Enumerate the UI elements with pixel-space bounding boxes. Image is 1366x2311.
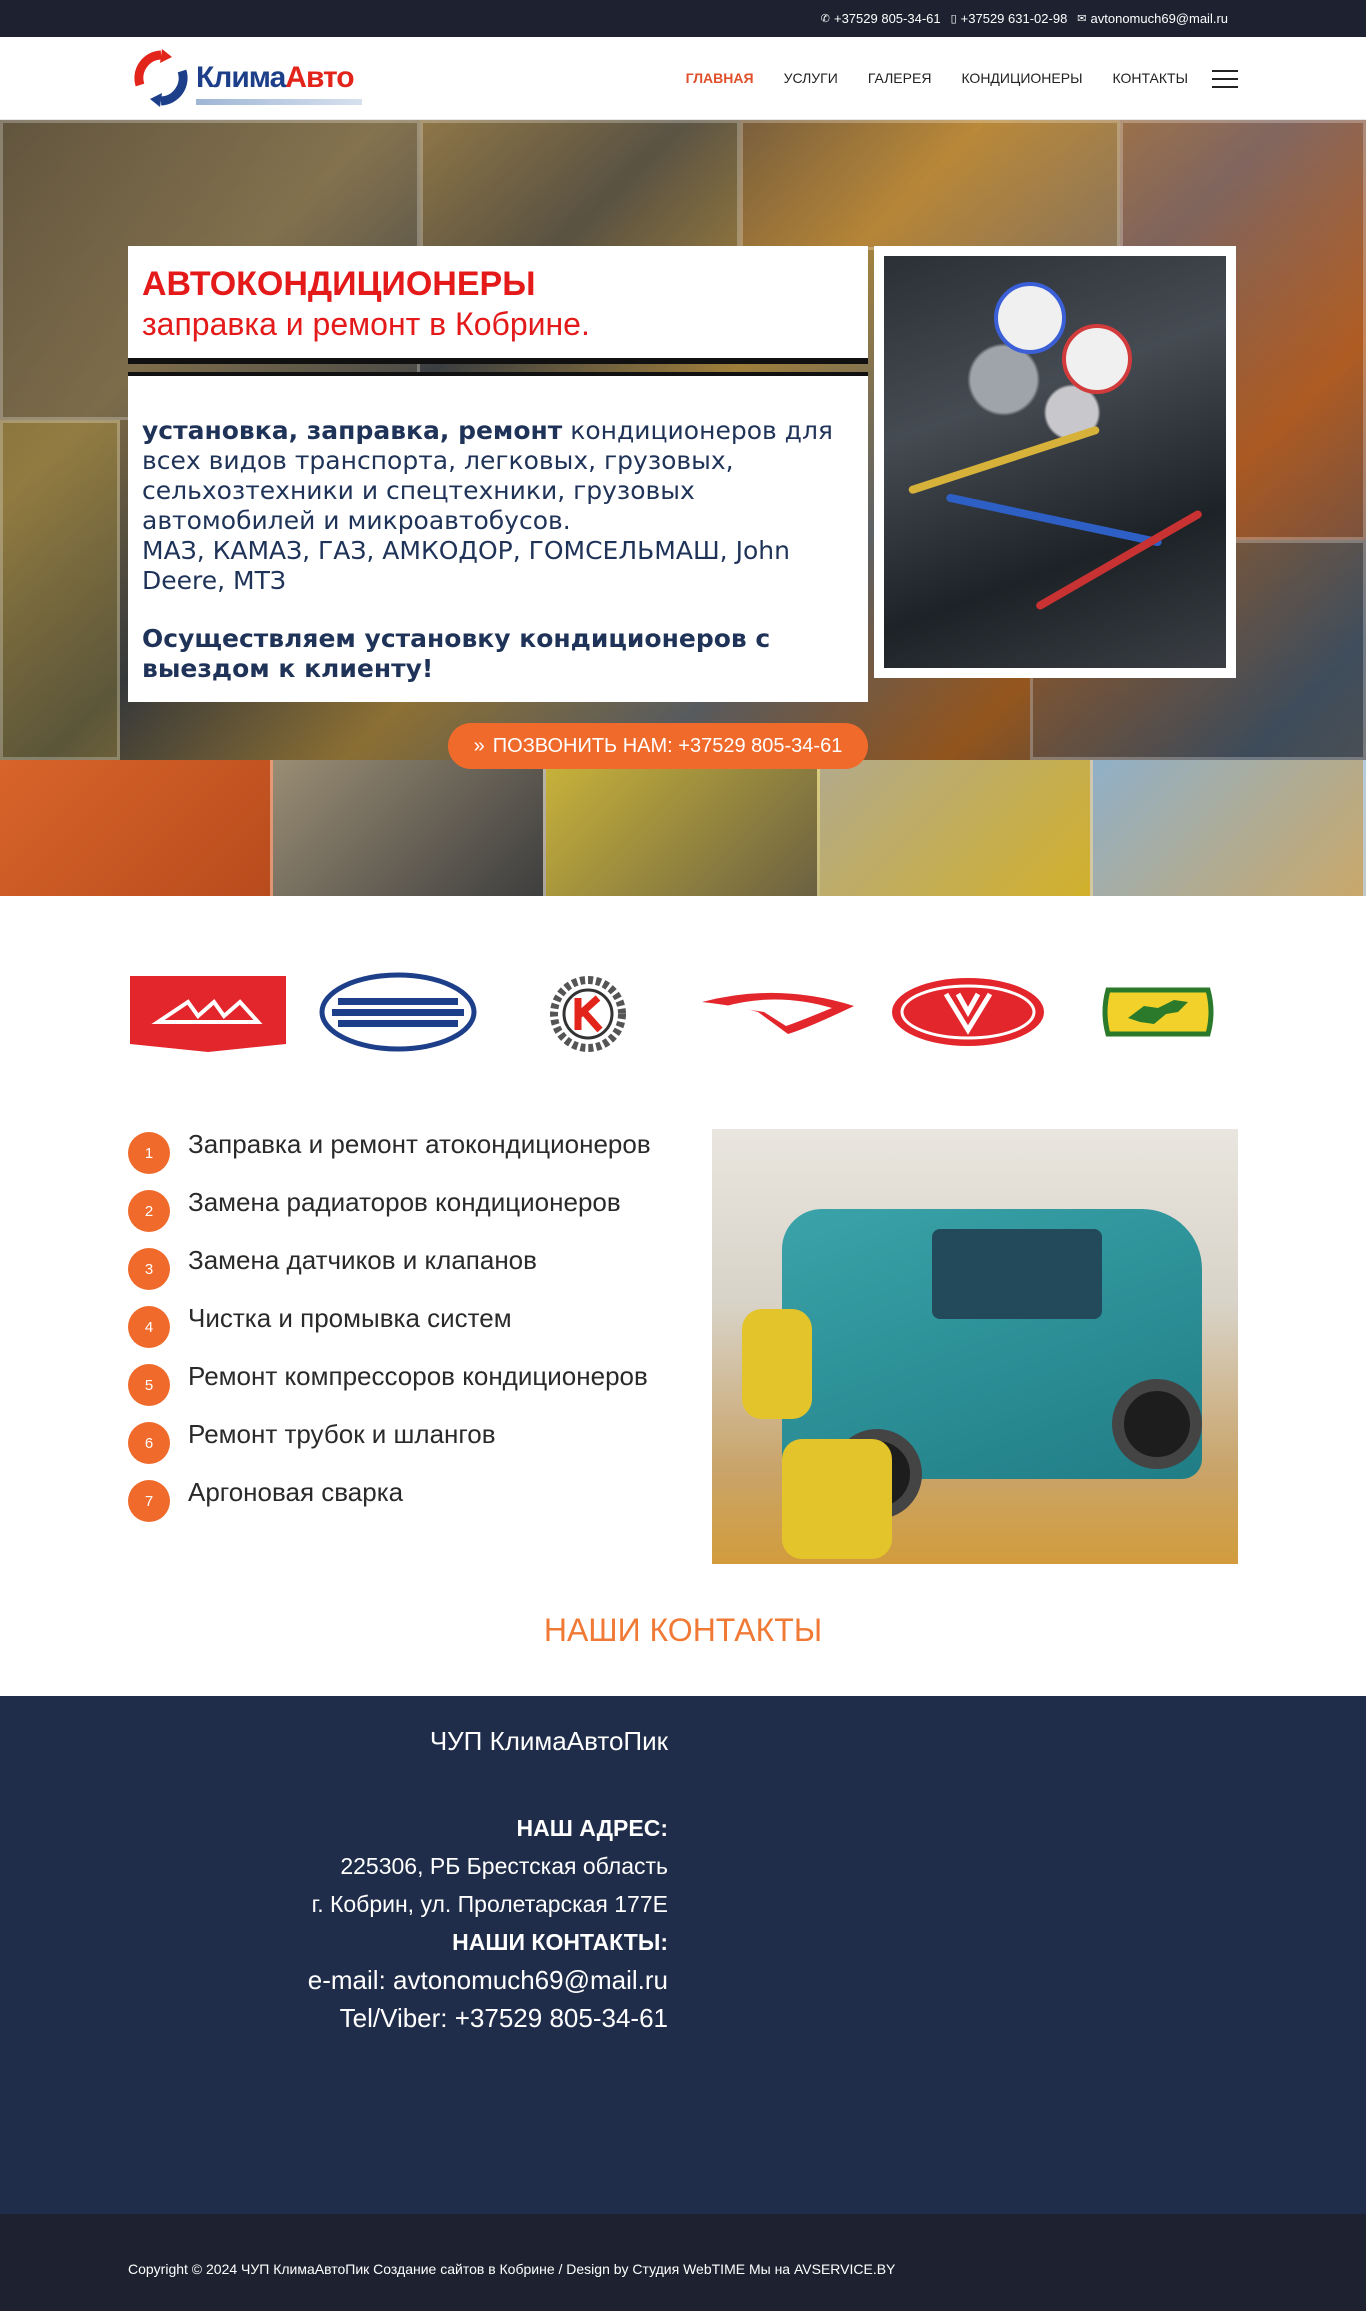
top-phone-2-text: +37529 631-02-98 [960,11,1068,26]
contact-email[interactable]: e-mail: avtonomuch69@mail.ru [307,1965,668,1995]
top-phone-2[interactable] [951,11,1068,26]
nav-gallery[interactable]: ГАЛЕРЕЯ [867,70,932,86]
hero-collage-tile [740,120,1120,250]
double-chevron-icon: » [473,734,485,757]
mobile-icon: ▯ [950,12,957,25]
hero-intro-bold: установка, заправка, ремонт [142,416,563,445]
menu-icon[interactable] [1212,70,1238,88]
hero-intro-rest: кондиционеров для всех видов транспорта, легковых, грузовых, сельхозтехники и спецтехники, грузовых автомобилей и микроавтобусов. [142,416,833,535]
van-wheel [1112,1379,1202,1469]
phone-icon: ✆ [820,12,830,25]
item-number: 7 [128,1480,170,1522]
top-phone-1[interactable] [821,11,941,26]
item-number: 3 [128,1248,170,1290]
list-item [128,1186,688,1232]
item-number: 4 [128,1306,170,1348]
item-label: Замена радиаторов кондиционеров [188,1187,621,1217]
gaz-logo [698,970,858,1054]
hero-text-box [128,372,868,702]
john-deere-logo [1078,970,1238,1054]
list-item [128,1302,688,1348]
maz-logo [128,970,288,1054]
site-header [0,37,1366,120]
hero-onsite-text: Осуществляем установку кондиционеров с выездом к клиенту! [142,624,771,683]
address-line-2: г. Кобрин, ул. Пролетарская 177Е [311,1891,668,1917]
hero-title: АВТОКОНДИЦИОНЕРЫ [142,265,536,303]
company-name: ЧУП КлимаАвтоПик [429,1726,668,1756]
main-nav [686,70,1188,86]
item-label: Ремонт трубок и шлангов [188,1419,496,1449]
nav-conditioners[interactable]: КОНДИЦИОНЕРЫ [961,70,1083,86]
van-window [932,1229,1102,1319]
worker-figure [782,1439,892,1559]
contacts-section [0,1696,1366,2214]
item-number: 2 [128,1190,170,1232]
top-contacts [821,11,1228,26]
hero-subtitle: заправка и ремонт в Кобрине. [142,306,590,342]
amkodor-logo [888,970,1048,1054]
site-footer [0,2214,1366,2311]
hero-title-box [128,246,868,364]
gomselmash-logo [318,970,478,1054]
top-phone-1-text: +37529 805-34-61 [833,11,941,26]
list-item [128,1244,688,1290]
top-email-text: avtonomuch69@mail.ru [1090,11,1228,26]
kamaz-logo [508,970,668,1054]
workshop-van-photo [712,1129,1238,1564]
hero-brands-line: МАЗ, КАМАЗ, ГАЗ, АМКОДОР, ГОМСЕЛЬМАШ, John Deere, МТЗ [142,536,790,595]
nav-services[interactable]: УСЛУГИ [783,70,838,86]
brand-logos [128,970,1238,1054]
hero-intro [142,416,854,536]
item-label: Замена датчиков и клапанов [188,1245,537,1275]
item-number: 5 [128,1364,170,1406]
list-item [128,1128,688,1174]
top-bar [0,0,1366,37]
list-item [128,1360,688,1406]
worker-figure [742,1309,812,1419]
site-logo[interactable] [132,49,362,107]
item-label: Ремонт компрессоров кондиционеров [188,1361,648,1391]
logo-arrows-icon [132,49,190,107]
services-list [128,1128,688,1534]
red-gauge-icon [1062,324,1132,394]
call-us-button[interactable] [448,723,868,769]
hero-collage-tile [0,420,120,760]
item-number: 6 [128,1422,170,1464]
list-item [128,1476,688,1522]
item-number: 1 [128,1132,170,1174]
top-email[interactable] [1077,11,1228,26]
item-label: Заправка и ремонт атокондиционеров [188,1129,651,1159]
item-label: Чистка и промывка систем [188,1303,512,1333]
contact-phone[interactable]: Tel/Viber: +37529 805-34-61 [339,2003,668,2033]
list-item [128,1418,688,1464]
address-heading: НАШ АДРЕС: [516,1815,668,1841]
nav-home[interactable]: ГЛАВНАЯ [685,70,754,86]
logo-wordmark: КлимаАвто [196,61,354,94]
blue-gauge-icon [994,282,1066,354]
item-label: Аргоновая сварка [188,1477,404,1507]
address-line-1: 225306, РБ Брестская область [340,1853,668,1879]
contacts-subheading: НАШИ КОНТАКТЫ: [452,1929,668,1955]
copyright-text: Copyright © 2024 ЧУП КлимаАвтоПик Создание сайтов в Кобрине / Design by Студия WebTIME Мы на AVSERVICE.BY [128,2261,896,2277]
contacts-heading: НАШИ КОНТАКТЫ [543,1612,823,1648]
envelope-icon: ✉ [1077,12,1087,25]
hero-photo-manifold [874,246,1236,678]
hero-bottom-strip [0,760,1366,896]
logo-underline [196,99,362,105]
call-us-label: ПОЗВОНИТЬ НАМ: +37529 805-34-61 [492,734,843,757]
hero-section [0,120,1366,896]
nav-contacts[interactable]: КОНТАКТЫ [1112,70,1188,86]
contacts-column [148,1726,668,2037]
manifold-gauges-image [884,256,1226,668]
